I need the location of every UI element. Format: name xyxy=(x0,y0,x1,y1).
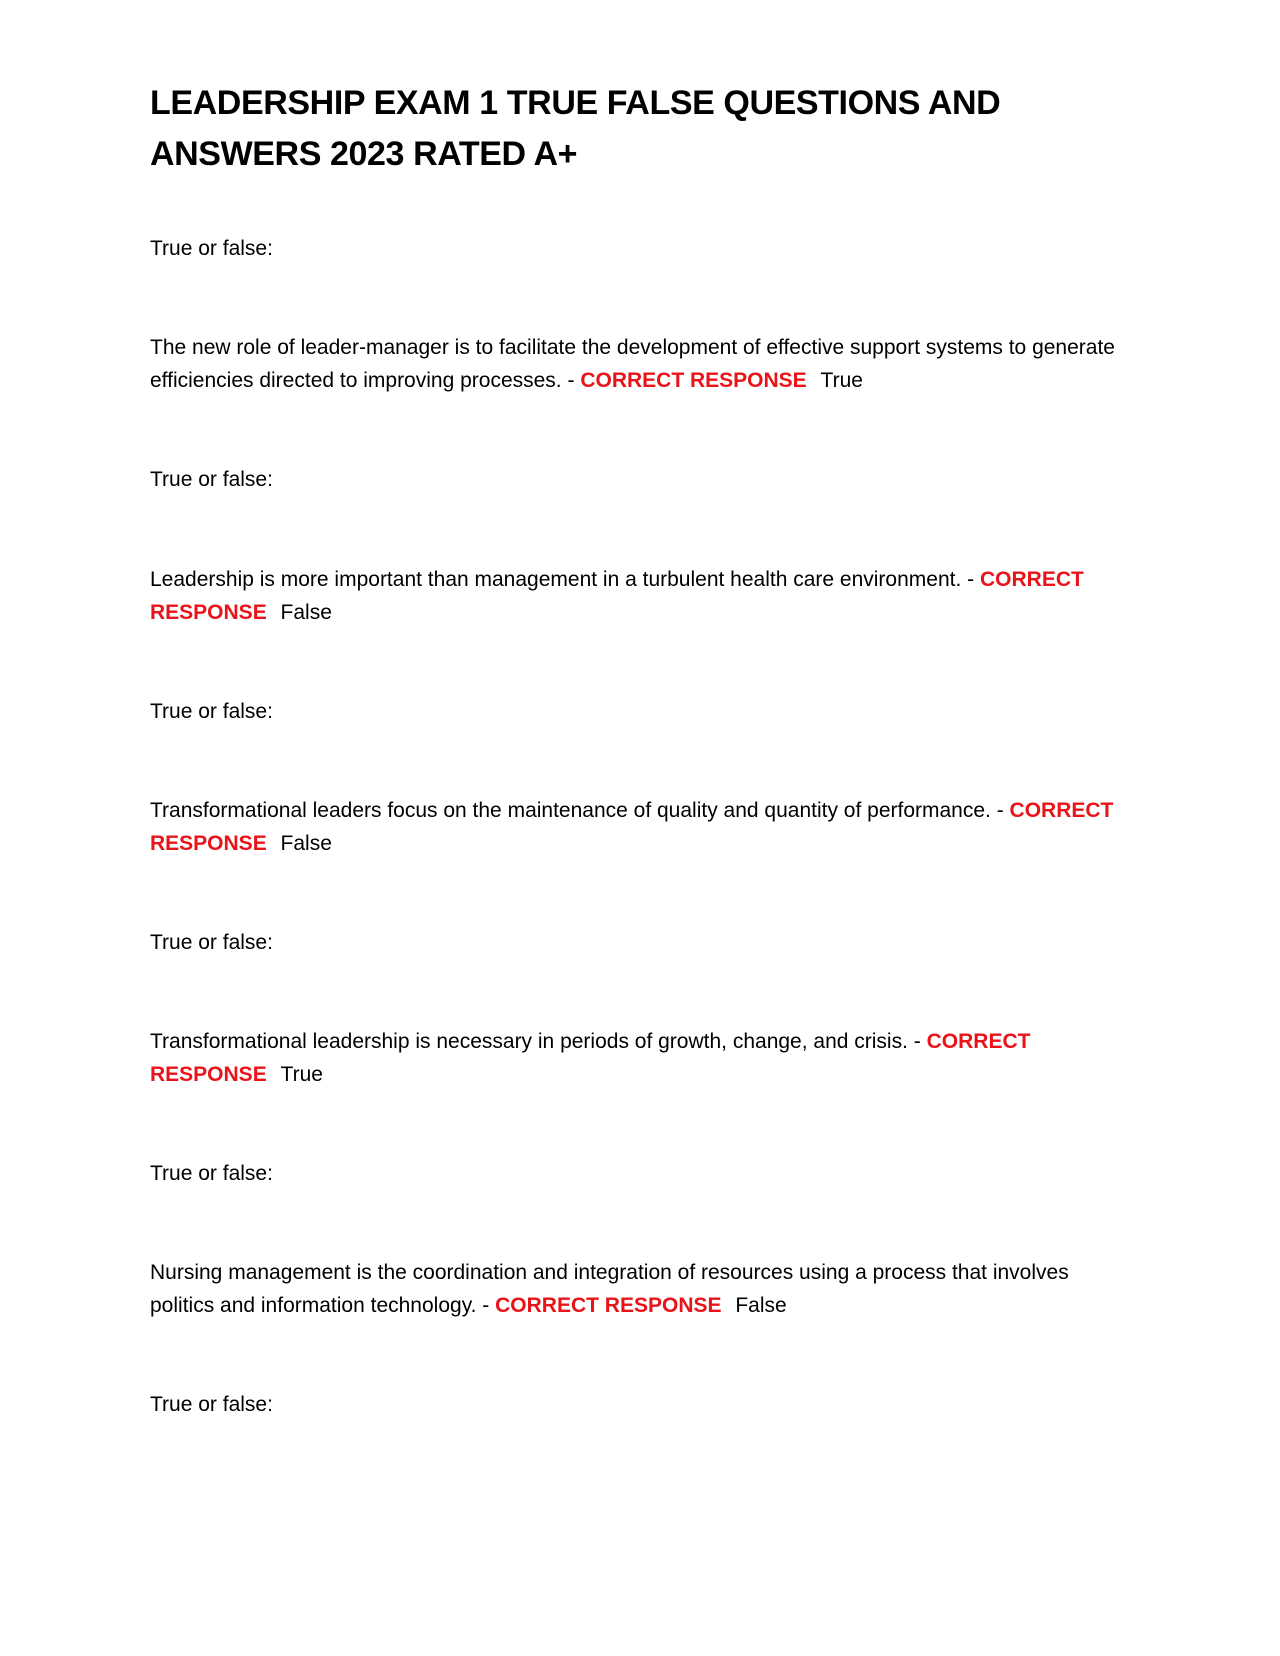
question-3-text: Transformational leaders focus on the maintenance of quality and quantity of performance. - xyxy=(150,799,1004,822)
question-5-text: Nursing management is the coordination and integration of resources using a process that involves politics and information technology. - xyxy=(150,1261,1069,1317)
correct-response-label-4: CORRECT RESPONSE xyxy=(150,1030,1031,1086)
prompt-5: True or false: xyxy=(150,1162,273,1185)
answer-4: True xyxy=(280,1063,323,1086)
question-4 xyxy=(150,1025,1130,1091)
prompt-3: True or false: xyxy=(150,700,273,723)
correct-response-label-3: CORRECT RESPONSE xyxy=(150,799,1114,855)
question-5 xyxy=(150,1256,1130,1322)
prompt-1: True or false: xyxy=(150,237,273,260)
question-1-text: The new role of leader-manager is to facilitate the development of effective support systems to generate efficiencies directed to improving processes. - xyxy=(150,336,1115,392)
correct-response-label-5: CORRECT RESPONSE xyxy=(495,1294,722,1317)
question-4-text: Transformational leadership is necessary in periods of growth, change, and crisis. - xyxy=(150,1030,921,1053)
answer-2: False xyxy=(280,601,332,624)
prompt-2: True or false: xyxy=(150,468,273,491)
question-1 xyxy=(150,331,1130,397)
question-2 xyxy=(150,563,1130,629)
answer-1: True xyxy=(820,369,863,392)
question-2-text: Leadership is more important than management in a turbulent health care environment. - xyxy=(150,568,975,591)
prompt-4: True or false: xyxy=(150,931,273,954)
question-3 xyxy=(150,794,1130,860)
correct-response-label-2: CORRECT RESPONSE xyxy=(150,568,1084,624)
document-title: LEADERSHIP EXAM 1 TRUE FALSE QUESTIONS AND ANSWERS 2023 RATED A+ xyxy=(150,84,1001,173)
answer-5: False xyxy=(735,1294,787,1317)
prompt-6: True or false: xyxy=(150,1393,273,1416)
answer-3: False xyxy=(280,832,332,855)
correct-response-label-1: CORRECT RESPONSE xyxy=(580,369,807,392)
